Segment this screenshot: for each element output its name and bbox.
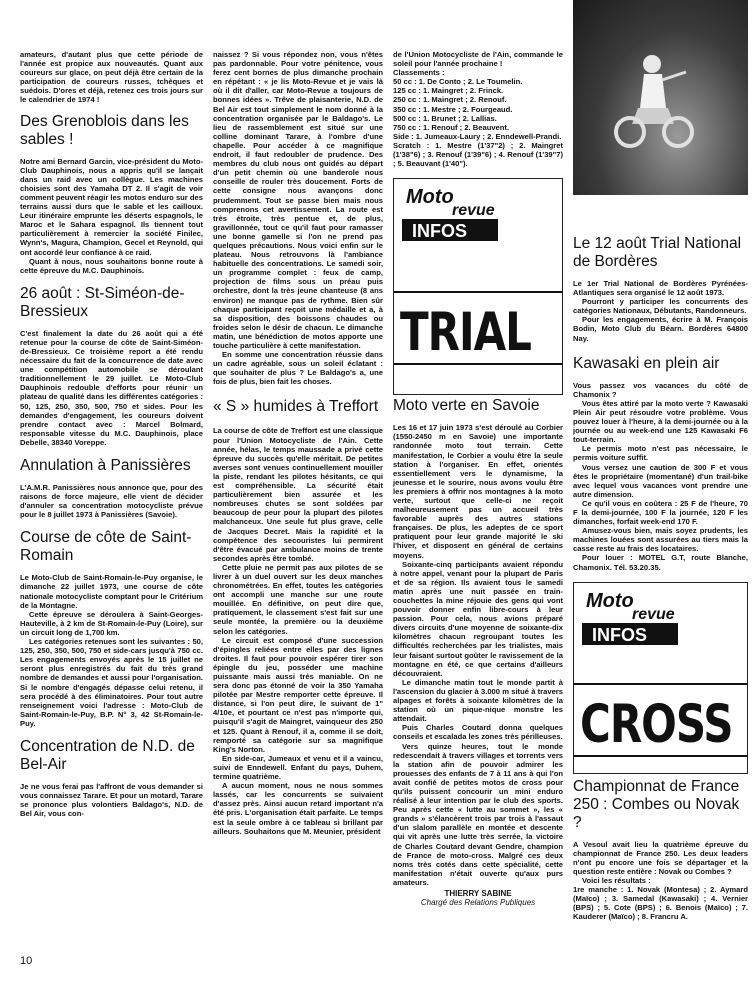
cross-banner [573,582,748,774]
banner-rule [574,683,747,685]
moto-revue-infos-logo [580,587,690,649]
article-treffort-p1: La course de côte de Treffort est une classique pour l'Union Motocycliste de l'Ain. Cette année, hélas, le temps maussade a privé cette épreuve du succès qu'elle méritait. De petites averses sont venues continuellement mouiller la piste, rendant les pilotes hésitants, ce qui est compréhensible. La sécurité était particulièrement bien assurée et les nombreuses chutes se sont soldées par beaucoup de peur pour la plupart des pilotes malchanceux. Une seule fut plus grave, celle de Jacques Decret. Mais la rapidité et la compétence des secouristes lui permirent d'être évacué par ambulance moins de trente secondes après être tombé. [213,426,383,563]
headline-championnat: Championnat de France 250 : Combes ou Novak ? [573,777,740,831]
article-borderes-p3: Pour les engagements, écrire à M. François Bodin, Moto Club du Béarn. Bordères 64800 Nay. [573,315,748,343]
article-kawasaki-p6: Amusez-vous bien, mais soyez prudents, les machines louées sont assurées au tiers mais la casse reste au frais des locataires. [573,526,748,554]
logo-moto-text: Moto [406,186,454,209]
article-bel-air-cont: naissez ? Si vous répondez non, vous n'êtes pas pardonnable. Pour votre pénitence, vous ferez cent bornes de plus dimanche prochain en répétant : « je lis Moto-Revue et je vais là où il dit d'aller, car Moto-Revue a toujours de bonnes idées ». Trêve de plaisanterie, N.D. de Bel Air est tout simplement le nom donné à la concentration organisée par le Baldago's. Le lieu de rassemblement est situé sur une colline dominant Tarare, à l'ombre d'une chapelle. Pour accéder à ce magnifique endroit, il faut redoubler de prudence. Des membres du club nous ont guidés au départ d'un petit chemin où une banderole nous conseille de rouler très doucement. Forts de cette consigne nous avançons donc prudemment. Tout se passe bien mais nous comprenons cet avertissement. La route est très étroite, très pentue et, de plus, gravillonnée, tout ce qu'il faut pour ramasser une bonne gamelle si l'on ne prend pas quelques précautions. Nous voici enfin sur le plateau. Nous retrouvons là l'ambiance habituelle des concentrations. Le samedi soir, un programme complet : feux de camp, projection de films sous un préau puis orchestre, dont la très jeune chanteuse (8 ans environ) ne manque pas de rythme. Bien sûr chaque participant reçoit une médaille et a, à sa disposition, des boissons chaudes ou froides selon le désir de chacun. Le dimanche matin, une bénédiction de motos apporte une touche particulière à cette manifestation. [213,50,383,350]
banner-rule [394,363,562,365]
article-treffort-p3: Le circuit est composé d'une succession d'épingles reliées entre elles par des lignes droites. Il faut pour pouvoir espérer tirer son épingle du jeu, posséder une machine puissante mais aussi très maniable. On ne sera donc pas étonné de voir la 350 Yamaha pilotée par Mestre remporter cette épreuve. Il distance, si l'on peut dire, le suivant de 1" 4/10e, et pourtant ce n'est pas n'importe qui, puisqu'il s'agit de Maingret, vainqueur des 250 et 125. Quant à Renouf, il a, comme il se doit, remporté sa catégorie sur sa magnifique King's Norton. [213,635,383,754]
result-line: Side : 1. Jumeaux-Laury ; 2. Enndewell-Prandi. [393,131,562,141]
headline-kawasaki: Kawasaki en plein air [573,354,720,372]
article-kawasaki-p1: Vous passez vos vacances du côté de Chamonix ? [573,380,748,399]
article-moto-verte-p2: Soixante-cinq participants avaient répondu à notre appel, venant pour la plupart de Paris et de sa région. Ils avaient tous le samedi matin après une nuit passée en train-couchettes la mine réjouie des gens qui vont pouvoir donner enfin libre-cours à leur passion. Pour cela, nous avions préparé divers circuits d'une moyenne de soixante-dix kilomètres chacun regroupant toutes les difficultés recherchées par les trialistes, mais leur faisant surtout goûter le ravissement de la montagne en été, ce que certains d'ailleurs découvraient. [393,559,563,678]
logo-infos-text: INFOS [592,624,648,645]
trial-banner [393,178,563,395]
banner-trial-word: TRIAL [400,301,531,363]
article-st-simeon: C'est finalement la date du 26 août qui a été retenue pour la course de côte de Saint-Siméon-de-Bressieux. Ce troisième report a été rendu nécessaire du fait de la concurrence de date avec une compétition automobile se déroulant traditionnellement le 29 juillet. Le Moto-Club Dauphinois redouble d'efforts pour réunir un plateau de qualité dans les différentes catégories : 50, 125, 250, 350, 500, 750 et sides. Pour les demandes d'engagement, les coureurs doivent prendre contact avec : Marcel Bolmard, responsable vitesse du M.C. Dauphinois, place Debelle, 38340 Voreppe. [20,328,203,447]
article-saint-romain-p1: Le Moto-Club de Saint-Romain-le-Puy organise, le dimanche 22 juillet 1973, une course de côte nationale motocycliste comptant pour le Critérium de la Montagne. [20,573,203,610]
column-1 [20,0,203,818]
article-borderes-p1: Le 1er Trial National de Bordères Pyrénées-Atlantiques sera organisé le 12 août 1973. [573,279,748,298]
article-bel-air-start: Je ne vous ferai pas l'affront de vous demander si vous connaissez Tarare. Et pour un motard, Tarare se prononce plus volontiers Baldago's, N.D. de Bel Air, vous con- [20,781,203,819]
motorcycle-rider-icon [608,50,698,150]
article-panissieres: L'A.M.R. Panissières nous annonce que, pour des raisons de force majeure, elle vient de décider d'annuler sa concentration motocycliste prévue pour le 8 juillet 1973 à Panissières (Savoie). [20,483,203,520]
author-name: THIERRY SABINE [444,889,512,898]
result-line: 125 cc : 1. Maingret ; 2. Frinck. [393,86,504,96]
banner-cross-word: CROSS [580,692,733,754]
column-2 [213,0,383,836]
article-treffort-p4: En side-car, Jumeaux et venu et il a vaincu, suivi de Enndewell. Enfant du pays, Duhem, termine quatrième. [213,753,383,782]
result-line: 250 cc : 1. Maingret ; 2. Renouf. [393,95,507,105]
headline-st-simeon: 26 août : St-Siméon-de-Bressieux [20,284,185,320]
headline-treffort: « S » humides à Treffort [213,398,379,416]
article-moto-verte-p3: Le dimanche matin tout le monde partit à l'ascension du glacier à 3.000 m situé à travers alpages et forêts à soixante kilomètres de la station où un pique-nique monstre les attendait. [393,677,563,724]
article-saint-romain-p3: Les catégories retenues sont les suivantes : 50, 125, 250, 350, 500, 750 et side-cars jusqu'à 750 cc. Les engagements envoyés après le 15 juillet ne seront plus enregistrés du fait du très grand nombre de demandes et aussi pour l'organisation. Si le nombre d'engagés dépasse celui retenu, il sera procédé à des éliminatoires. Pour tout autre renseignement voici l'adresse : Moto-Club de Saint-Romain-le-Puy, B.P. N° 3, 42 St-Romain-le-Puy. [20,637,203,728]
headline-moto-verte: Moto verte en Savoie [393,397,540,415]
headline-grenoblois: Des Grenoblois dans les sables ! [20,112,189,148]
result-line: 50 cc : 1. De Conto ; 2. Le Toumelin. [393,77,523,87]
article-championnat-p2: Voici les résultats : [582,876,651,885]
article-kawasaki-p7: Pour louer : MOTEL G.T, route Blanche, Chamonix. Tél. 53.20.35. [573,553,748,572]
page-number: 10 [20,955,33,967]
result-line: 500 cc : 1. Brunet ; 2. Lallias. [393,113,497,123]
intro-text: amateurs, d'autant plus que cette période de l'année est propice aux nouveautés. Quant aux coureurs sur glace, on peut déjà être certain de la participation de coureurs russes, tchèques et suédois. D'ores et déjà, retenez ces trois jours sur le calendrier de 1974 ! [20,50,203,105]
headline-saint-romain: Course de côte de Saint-Romain [20,529,192,565]
article-moto-verte-p1: Les 16 et 17 juin 1973 s'est déroulé au Corbier (1550-2450 m en Savoie) une importante randonnée moto tout terrain. Cette manifestation, le Corbier a voulu être la seule station à l'organiser. En effet, orientés essentiellement vers le dynamisme, la jeunesse et le sourire, nous avons voulu être les premiers à offrir nos montagnes à la moto verte, surtout que celle-ci ne reçoit malheureusement pas un accueil très favorable auprès des autres stations françaises. De plus, les adeptes de ce sport pratiquent pour leur grande majorité le ski l'hiver, et disposent en général de certains moyens. [393,423,563,560]
article-kawasaki-p4: Vous versez une caution de 300 F et vous êtes le propriétaire (momentané) d'un trail-bike avec lequel vous vacances vont prendre une autre dimension. [573,462,748,499]
column-4 [573,0,748,921]
article-borderes-p2: Pourront y participer les concurrents des catégories Nationaux, Débutants, Randonneurs. [573,297,748,316]
article-grenoblois-p1: Notre ami Bernard Garcin, vice-président du Moto-Club Dauphinois, nous a appris qu'il se lançait dans un raid avec un collègue. Les machines choisies sont des Yamaha DT 2. Il s'agit de voir comment peuvent réagir les motos enduro sur des terrains aussi durs que le sable et les cailloux. Leur itinéraire emprunte les déserts espagnols, le Maroc et le Sahara espagnol. Ils tiennent tout particulièrement à remercier la société Finilec, Wynn's, Magura, Champion, Gecel et Reynold, qui ont accordé leur confiance à ce raid. [20,156,203,257]
article-bel-air-end: En somme une concentration réussie dans un cadre agréable, sous un soleil éclatant : que souhaiter de plus ? Le Baldago's a, une fois de plus, bien fait les choses. [213,350,383,387]
article-treffort-p5: A aucun moment, nous ne nous sommes lassés, car les concurrents se suivaient d'assez près. Ainsi aucun retard important n'a été pris. L'organisation était parfaite. Le temps est la seule ombre à ce tableau si brillant par ailleurs. Souhaitons que M. Meunier, président [213,781,383,836]
article-moto-verte-p5: Vers quinze heures, tout le monde redescendait à travers villages et torrents vers la station afin de pouvoir admirer les prouesses des enfants de 7 à 11 ans à qui l'on avait confié de petites motos de cross pour qu'ils puissent concourir un mini enduro réalisé à leur intention par le club des sports. Peu après cette « lutte au sommet », les « grands » s'élancèrent trois par trois à l'assaut d'un slalom parallèle en montée et descente qui vit après une lutte très serrée, la victoire de Charles Coutard devant Gendre, champion de France de moto-cross. Malgré ces deux noms très cotés dans cette spécialité, cette manifestation n'était ouverte qu'aux purs amateurs. [393,741,563,887]
trial-rider-photo [573,0,748,195]
article-kawasaki-p5: Ce qu'il vous en coûtera : 25 F de l'heure, 70 F la demi-journée, 100 F la journée, 120 F les dimanches, forfait week-end 170 F. [573,498,748,527]
classements-label: Classements : [393,68,445,78]
article-grenoblois-p2: Quant à nous, nous souhaitons bonne route à cette épreuve du M.C. Dauphinois. [20,256,203,275]
article-championnat-results: 1re manche : 1. Novak (Montesa) ; 2. Aymard (Maïco) ; 3. Samedal (Kawasaki) ; 4. Vernier (BPS) ; 5. Cote (BPS) ; 6. Benois (Maïco) ; 7. Kauderer (Maïco) ; 8. Francru A. [573,885,748,922]
article-treffort-p2: Cette pluie ne permit pas aux pilotes de se livrer à un duel ouvert sur les deux manches chronométrées. En effet, toutes les catégories ont accompli une manche sur une route mouillée. En définitive, on peut dire que, pratiquement, le classement s'est fait sur une seule montée, la première ou la deuxième selon les catégories. [213,562,383,636]
column-3 [393,0,563,907]
article-treffort-end: de l'Union Motocycliste de l'Ain, commande le soleil pour l'année prochaine ! [393,50,563,69]
article-moto-verte-p4: Puis Charles Coutard donna quelques conseils et escalada les zones très périlleuses. [393,723,563,742]
headline-borderes: Le 12 août Trial National de Bordères [573,235,742,270]
headline-bel-air: Concentration de N.D. de Bel-Air [20,737,195,773]
headline-panissieres: Annulation à Panissières [20,457,191,474]
logo-infos-text: INFOS [412,221,468,242]
moto-revue-infos-logo [400,183,510,245]
result-line: 750 cc : 1. Renouf ; 2. Beauvent. [393,122,510,132]
article-kawasaki-p3: Le permis moto n'est pas nécessaire, le permis voiture suffit. [573,444,748,463]
article-kawasaki-p2: Vous êtes attiré par la moto verte ? Kawasaki Plein Air peut résoudre votre problème. Vous pouvez louer à l'heure, à la demi-journée ou à la journée ou au week-end une 125 Kawasaki F6 tout-terrain. [573,398,748,445]
author-role: Chargé des Relations Publiques [420,898,536,907]
logo-revue-text: revue [452,202,495,220]
banner-rule [394,291,562,293]
banner-rule [574,755,747,757]
logo-moto-text: Moto [586,589,634,612]
article-saint-romain-p2: Cette épreuve se déroulera à Saint-Georges-Hauteville, à 2 km de St-Romain-le-Puy (Loire), sur un circuit long de 1,700 km. [20,609,203,637]
result-line: 350 cc : 1. Mestre ; 2. Fourgeaud. [393,104,513,114]
logo-revue-text: revue [632,605,675,623]
results-list [393,77,563,168]
result-line: Scratch : 1. Mestre (1'37"2) ; 2. Maingret (1'38"6) ; 3. Renouf (1'39"6) ; 4. Renouf (1'39"7) ; 5. Beauvant (1'40"). [393,140,563,169]
article-championnat-p1: A Vesoul avait lieu la quatrième épreuve du championnat de France 250. Les deux leaders n'ont pu encore une fois se départager et la question reste entière : Novak ou Combes ? [573,839,748,876]
